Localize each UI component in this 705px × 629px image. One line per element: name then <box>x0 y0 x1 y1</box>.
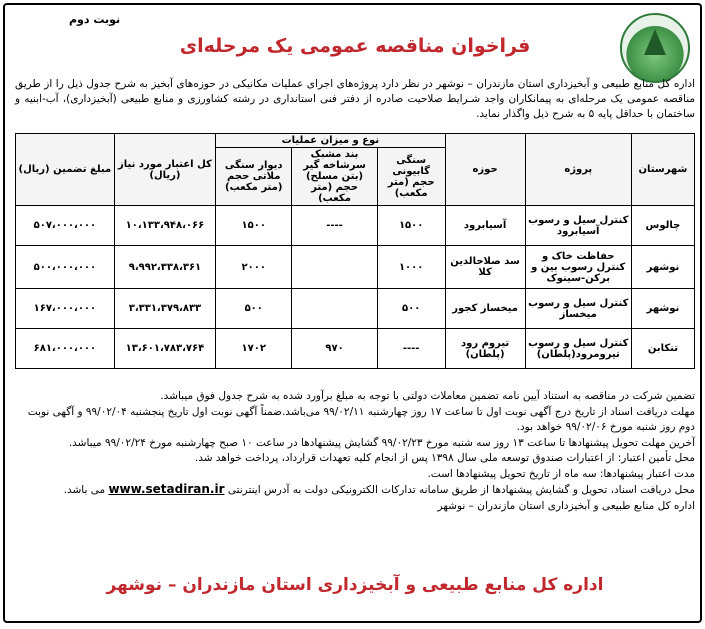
table-row <box>16 289 695 329</box>
cell-deposit: ۵۰۰،۰۰۰،۰۰۰ <box>16 246 115 289</box>
header-credit: کل اعتبار مورد نیاز (ریال) <box>114 134 215 206</box>
header-mesh: بند مشبک سرشاخه گیر (بتن مسلح) حجم (متر مکعب) <box>292 148 377 206</box>
note-validity: مدت اعتبار پیشنهادها: سه ماه از تاریخ تحویل پیشنهادها است. <box>427 467 695 480</box>
cell-city: نوشهر <box>631 289 694 329</box>
table-row <box>16 329 695 369</box>
cell-wall: ۲۰۰۰ <box>216 246 292 289</box>
cell-basin: سد صلاحالدین کلا <box>445 246 525 289</box>
header-basin: حوزه <box>445 134 525 206</box>
footer-organization: اداره کل منابع طبیعی و آبخیزداری استان مازندران – نوشهر <box>106 575 604 595</box>
cell-gabion: ۱۵۰۰ <box>377 206 445 246</box>
setadiran-link[interactable]: www.setadiran.ir <box>108 482 225 496</box>
cell-basin: آسیابرود <box>445 206 525 246</box>
cell-deposit: ۱۶۷،۰۰۰،۰۰۰ <box>16 289 115 329</box>
cell-project: کنترل سیل و رسوب میخساز <box>525 289 631 329</box>
projects-table <box>15 133 695 369</box>
cell-deposit: ۵۰۷،۰۰۰،۰۰۰ <box>16 206 115 246</box>
signature-line: اداره کل منابع طبیعی و آبخیزداری استان مازندران – نوشهر <box>437 499 695 512</box>
cell-deposit: ۶۸۱،۰۰۰،۰۰۰ <box>16 329 115 369</box>
header-city: شهرستان <box>631 134 694 206</box>
submission-suffix: می باشد. <box>63 484 106 496</box>
notice-title: فراخوان مناقصه عمومی یک مرحله‌ای <box>179 35 531 57</box>
intro-paragraph: اداره کل منابع طبیعی و آبخیزداری استان مازندران – نوشهر در نظر دارد پروژه‌های اجرای عملیات مکانیکی در حوزه‌های آبخیز به شرح جدول ذیل را از طریق مناقصه عمومی یک مرحله‌ای به پیمانکاران واجد شـرایط صلاحیت صادره از دفتر فنی استانداری در رشته کشاورزی و منابع طبیعی (آبخیزداری)، آب-ابنیه و ساختمان با حداقل پایه ۵ به شرح ذیل واگذار نماید. <box>15 78 695 120</box>
cell-credit: ۹،۹۹۲،۳۳۸،۳۶۱ <box>114 246 215 289</box>
cell-city: تنکابن <box>631 329 694 369</box>
note-deposit: تضمین شرکت در مناقصه به استناد آیین نامه تضمین معاملات دولتی با توجه به مبلغ برآورد شده به شرح جدول فوق میباشد. <box>160 390 695 402</box>
header-project: پروژه <box>525 134 631 206</box>
cell-credit: ۱۳،۶۰۱،۷۸۳،۷۶۴ <box>114 329 215 369</box>
cell-project: کنترل سیل و رسوب تیرومرود(پلطان) <box>525 329 631 369</box>
cell-city: چالوس <box>631 206 694 246</box>
cell-mesh: ---- <box>292 206 377 246</box>
cell-gabion: ---- <box>377 329 445 369</box>
cell-wall: ۱۷۰۲ <box>216 329 292 369</box>
cell-basin: تیروم رود (پلطان) <box>445 329 525 369</box>
header-deposit: مبلغ تضمین (ریال) <box>16 134 115 206</box>
cell-gabion: ۱۰۰۰ <box>377 246 445 289</box>
cell-mesh <box>292 246 377 289</box>
note-document-deadline: مهلت دریافت اسناد از تاریخ درج آگهی نوبت اول تا ساعت ۱۷ روز چهارشنبه ۹۹/۰۲/۱۱ می‌باشد.ضمناً آگهی نوبت اول تاریخ پنجشنبه ۹۹/۰۲/۰۴ و آگهی نوبت دوم روز شنبه مورخ ۹۹/۰۲/۰۶ خواهد بود. <box>27 405 695 433</box>
cell-gabion: ۵۰۰ <box>377 289 445 329</box>
tender-notice <box>3 3 702 623</box>
cell-credit: ۳،۳۳۱،۳۷۹،۸۳۳ <box>114 289 215 329</box>
cell-wall: ۱۵۰۰ <box>216 206 292 246</box>
cell-project: کنترل سیل و رسوب آسیابرود <box>525 206 631 246</box>
table-row <box>16 246 695 289</box>
note-submission-deadline: آخرین مهلت تحویل پیشنهادها تا ساعت ۱۳ روز سه شنبه مورخ ۹۹/۰۲/۲۳ گشایش پیشنهادها در ساعت ۱۰ صبح چهارشنبه مورخ ۹۹/۰۲/۲۴ میباشد. <box>68 436 695 449</box>
note-submission-location <box>15 482 695 499</box>
cell-project: حفاظت خاک و کنترل رسوب بین و برکن-سینوک <box>525 246 631 289</box>
organization-logo-icon <box>620 13 690 83</box>
cell-mesh <box>292 289 377 329</box>
header-wall: دیوار سنگی ملاتی حجم (متر مکعب) <box>216 148 292 206</box>
notes-section <box>15 389 695 514</box>
cell-credit: ۱۰،۱۳۳،۹۴۸،۰۶۶ <box>114 206 215 246</box>
cell-wall: ۵۰۰ <box>216 289 292 329</box>
turn-label: نوبت دوم <box>69 13 121 26</box>
cell-city: نوشهر <box>631 246 694 289</box>
cell-basin: میخساز کجور <box>445 289 525 329</box>
table-row <box>16 206 695 246</box>
cell-mesh: ۹۷۰ <box>292 329 377 369</box>
header-gabion: سنگی گابیونی حجم (متر مکعب) <box>377 148 445 206</box>
submission-prefix: محل دریافت اسناد، تحویل و گشایش پیشنهادها از طریق سامانه تدارکات الکترونیکی دولت به آدرس اینترنتی <box>227 484 695 496</box>
header-operations: نوع و میزان عملیات <box>216 134 445 148</box>
note-funding: محل تأمین اعتبار: از اعتبارات صندوق توسعه ملی سال ۱۳۹۸ پس از انجام کلیه تعهدات قرارداد، پرداخت خواهد شد. <box>194 452 695 464</box>
tree-icon <box>644 29 666 55</box>
